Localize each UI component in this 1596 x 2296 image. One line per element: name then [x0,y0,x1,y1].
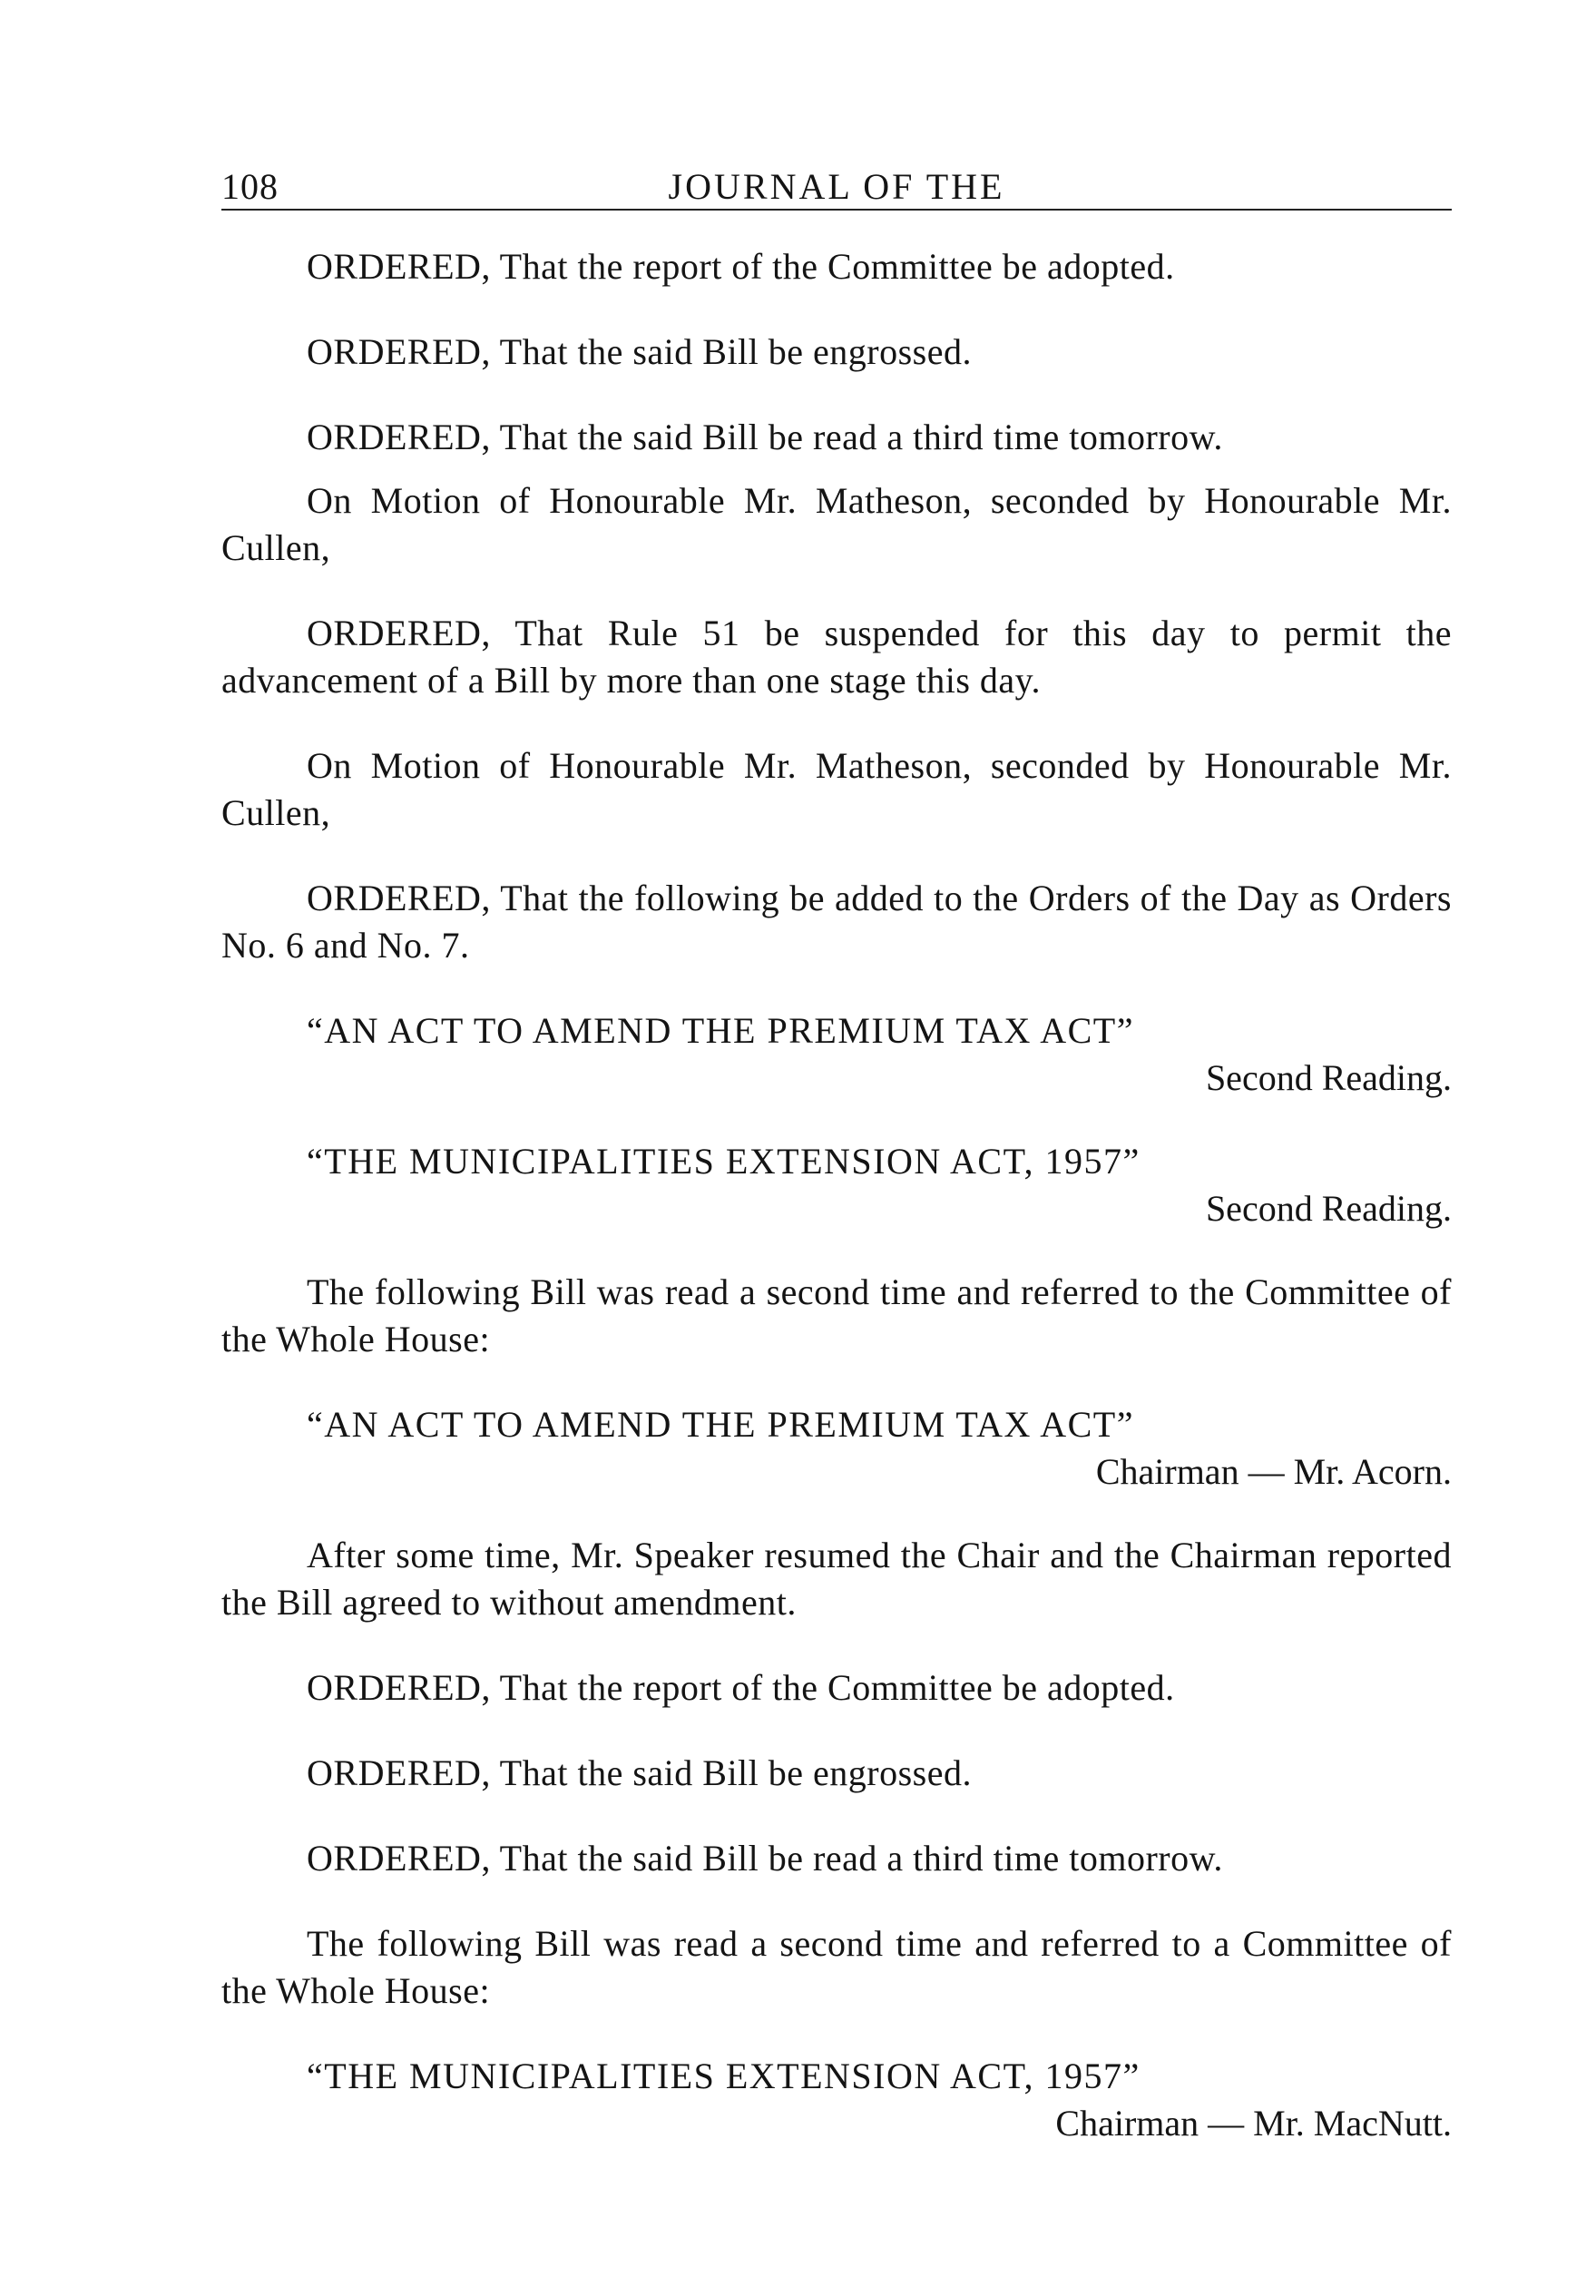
paragraph: ORDERED, That Rule 51 be suspended for this day to permit the advancement of a Bill by more than one stage this day. [221,613,1452,701]
paragraph: ORDERED, That the said Bill be read a third time tomorrow. [307,417,1223,457]
bill-title: “AN ACT TO AMEND THE PREMIUM TAX ACT” [307,1010,1134,1051]
bill-stage: Second Reading. [1205,1188,1452,1229]
journal-page [221,145,1452,2183]
bill-title-block [221,1138,1452,1232]
bill-title: “AN ACT TO AMEND THE PREMIUM TAX ACT” [307,1404,1134,1445]
paragraph: On Motion of Honourable Mr. Matheson, seconded by Honourable Mr. Cullen, [221,480,1452,568]
bill-title-block [221,1401,1452,1496]
bill-chairman: Chairman — Mr. MacNutt. [1055,2103,1452,2144]
bill-chairman: Chairman — Mr. Acorn. [1095,1451,1452,1492]
bill-title-block [221,1007,1452,1102]
paragraph: ORDERED, That the report of the Committee be adopted. [307,246,1175,287]
bill-title: “THE MUNICIPALITIES EXTENSION ACT, 1957” [307,1141,1141,1182]
paragraph: After some time, Mr. Speaker resumed the Chair and the Chairman reported the Bill agreed to without amendment. [221,1535,1452,1623]
running-head: JOURNAL OF THE [668,166,1005,207]
paragraph: ORDERED, That the said Bill be engrossed. [307,1752,972,1793]
bill-title-block [221,2053,1452,2147]
page-number: 108 [221,166,279,207]
bill-stage: Second Reading. [1205,1057,1452,1098]
bill-title: “THE MUNICIPALITIES EXTENSION ACT, 1957” [307,2056,1141,2096]
journal-body [221,243,1452,2147]
paragraph: ORDERED, That the said Bill be read a third time tomorrow. [307,1838,1223,1879]
paragraph: The following Bill was read a second time and referred to a Committee of the Whole House: [221,1923,1452,2011]
paragraph: The following Bill was read a second time and referred to the Committee of the Whole House: [221,1271,1452,1359]
paragraph: On Motion of Honourable Mr. Matheson, seconded by Honourable Mr. Cullen, [221,745,1452,833]
paragraph: ORDERED, That the following be added to the Orders of the Day as Orders No. 6 and No. 7. [221,878,1452,966]
paragraph: ORDERED, That the report of the Committee be adopted. [307,1667,1175,1708]
page-header [221,145,1452,211]
paragraph: ORDERED, That the said Bill be engrossed. [307,331,972,372]
